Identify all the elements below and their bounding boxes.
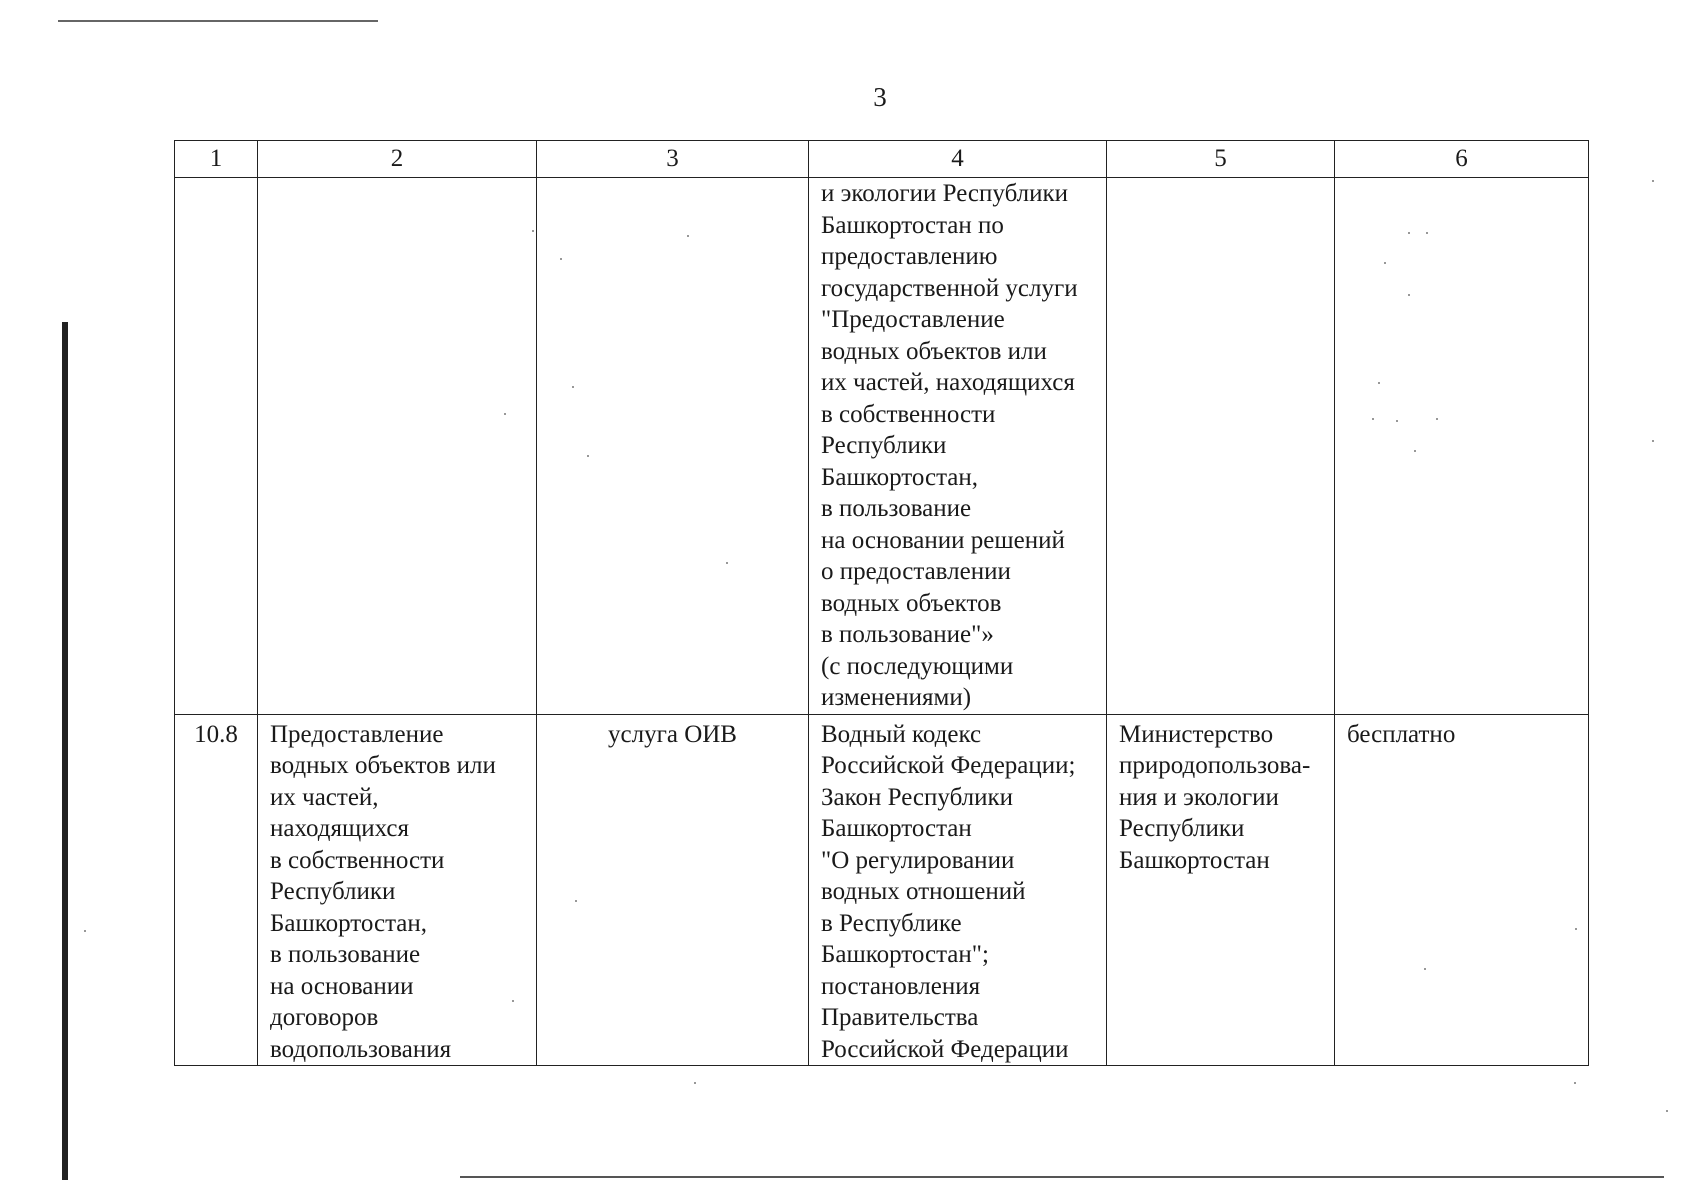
cell-fee: бесплатно	[1335, 714, 1589, 1066]
column-header: 1	[175, 141, 258, 178]
scan-speck	[1652, 440, 1654, 442]
services-table	[174, 140, 1589, 1066]
scan-speck	[1396, 420, 1398, 422]
cell-legal-basis: и экологии Республики Башкортостан по предоставлению государственной услуги "Предоставление водных объектов или их частей, находящихся в собственности Республики Башкортостан, в пользование на основании решений о предоставлении водных объектов в пользование"» (с последующими изменениями)	[809, 178, 1107, 715]
table-row	[175, 178, 1589, 715]
scan-speck	[1666, 1110, 1668, 1112]
scan-speck	[572, 386, 574, 388]
scan-speck	[1408, 232, 1410, 234]
column-header: 6	[1335, 141, 1589, 178]
scan-edge-bar	[62, 322, 68, 1180]
cell-service-type	[537, 178, 809, 715]
scan-speck	[1378, 382, 1380, 384]
cell-legal-basis: Водный кодекс Российской Федерации; Закон Республики Башкортостан "О регулировании водных отношений в Республике Башкортостан"; постановления Правительства Российской Федерации	[809, 714, 1107, 1066]
scan-speck	[1414, 450, 1416, 452]
scan-speck	[726, 562, 728, 564]
table-header-row	[175, 141, 1589, 178]
scan-speck	[512, 1000, 514, 1002]
scan-speck	[575, 900, 577, 902]
scan-speck	[687, 235, 689, 237]
scan-speck	[84, 930, 86, 932]
scan-speck	[1574, 1082, 1576, 1084]
scan-speck	[504, 413, 506, 415]
cell-service-name	[258, 178, 537, 715]
bottom-rule	[460, 1176, 1664, 1178]
scan-speck	[1372, 418, 1374, 420]
cell-authority	[1107, 178, 1335, 715]
page-number: 3	[873, 82, 887, 112]
cell-fee	[1335, 178, 1589, 715]
scan-speck	[1436, 418, 1438, 420]
scan-speck	[587, 455, 589, 457]
column-header: 4	[809, 141, 1107, 178]
table-row	[175, 714, 1589, 1066]
scan-speck	[1408, 294, 1410, 296]
column-header: 2	[258, 141, 537, 178]
scan-speck	[560, 258, 562, 260]
scan-speck	[1424, 968, 1426, 970]
scan-speck	[1384, 262, 1386, 264]
cell-authority: Министерство природопользова- ния и экологии Республики Башкортостан	[1107, 714, 1335, 1066]
scan-speck	[532, 230, 534, 232]
cell-number: 10.8	[175, 714, 258, 1066]
cell-service-name: Предоставление водных объектов или их частей, находящихся в собственности Республики Башкортостан, в пользование на основании договоров водопользования	[258, 714, 537, 1066]
scan-speck	[694, 1082, 696, 1084]
scan-speck	[1426, 232, 1428, 234]
top-rule	[58, 20, 378, 22]
cell-service-type: услуга ОИВ	[537, 714, 809, 1066]
cell-number	[175, 178, 258, 715]
scan-speck	[1575, 928, 1577, 930]
scan-speck	[1652, 180, 1654, 182]
column-header: 5	[1107, 141, 1335, 178]
column-header: 3	[537, 141, 809, 178]
